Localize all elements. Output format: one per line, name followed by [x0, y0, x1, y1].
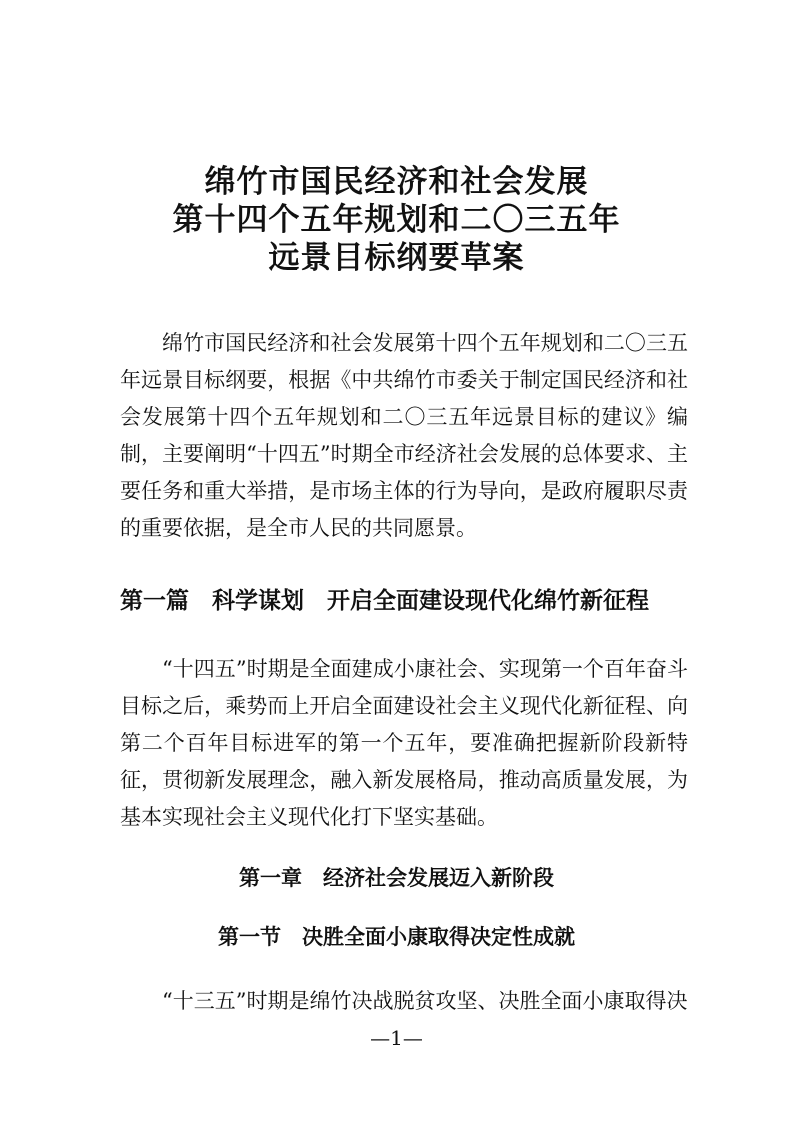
intro-paragraph-text: 绵竹市国民经济和社会发展第十四个五年规划和二〇三五年远景目标纲要，根据《中共绵竹市委关于制定国民经济和社会发展第十四个五年规划和二〇三五年远景目标的建议》编制，主要阐明“十四五”时期全市经济社会发展的总体要求、主要任务和重大举措，是市场主体的行为导向，是政府履职尽责的重要依据，是全市人民的共同愿景。: [120, 331, 688, 540]
part-heading: 第一篇 科学谋划 开启全面建设现代化绵竹新征程: [120, 588, 649, 614]
part-paragraph: [120, 651, 688, 836]
section-paragraph: [120, 983, 688, 1020]
chapter-heading: 第一章 经济社会发展迈入新阶段: [239, 866, 554, 890]
section-heading: 第一节 决胜全面小康取得决定性成就: [218, 925, 575, 949]
intro-paragraph: [120, 325, 688, 547]
document-title-line-3: 远景目标纲要草案: [268, 240, 525, 276]
page-number: —1—: [370, 1026, 423, 1050]
section-paragraph-text: “十三五”时期是绵竹决战脱贫攻坚、决胜全面小康取得决: [162, 989, 688, 1013]
document-title-line-1: 绵竹市国民经济和社会发展: [204, 164, 589, 200]
document-title-line-2: 第十四个五年规划和二〇三五年: [172, 202, 621, 238]
part-paragraph-text: “十四五”时期是全面建成小康社会、实现第一个百年奋斗目标之后，乘势而上开启全面建设社会主义现代化新征程、向第二个百年目标进军的第一个五年，要准确把握新阶段新特征，贯彻新发展理念，融入新发展格局，推动高质量发展，为基本实现社会主义现代化打下坚实基础。: [120, 657, 688, 829]
